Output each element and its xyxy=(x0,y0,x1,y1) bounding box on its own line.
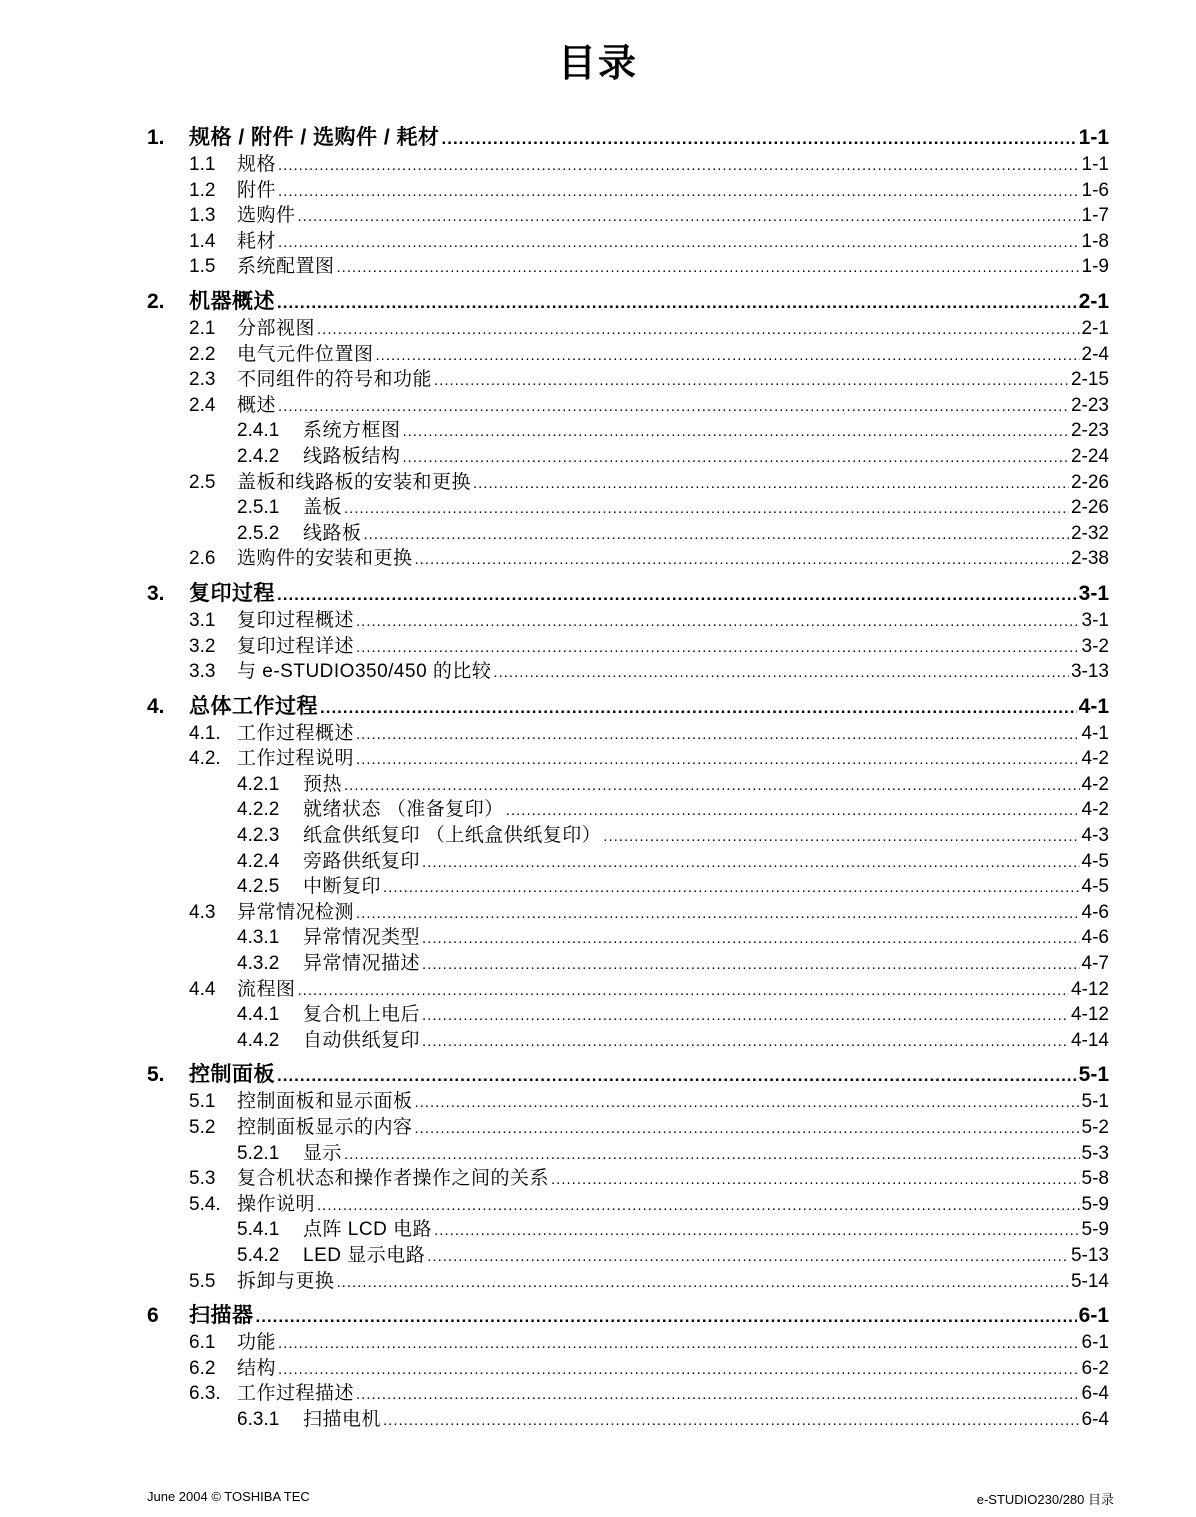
dot-leader xyxy=(473,471,1069,497)
toc-entry-title: 预热 xyxy=(303,773,343,795)
toc-entry-title: 工作过程概述 xyxy=(237,722,355,744)
toc-entry-number: 4.4 xyxy=(189,978,216,1000)
toc-entry-number: 6.2 xyxy=(189,1357,216,1379)
toc-entry-page: 2-15 xyxy=(1070,369,1109,391)
toc-section[interactable] xyxy=(147,634,1109,660)
toc-subsection[interactable] xyxy=(147,925,1109,951)
toc-section[interactable] xyxy=(147,1269,1109,1295)
toc-section[interactable] xyxy=(147,367,1109,393)
toc-section[interactable] xyxy=(147,342,1109,368)
toc-entry-title: 流程图 xyxy=(237,978,296,1000)
toc-entry-number: 2.1 xyxy=(189,317,216,339)
toc-entry-number: 2.2 xyxy=(189,343,216,365)
toc-section[interactable] xyxy=(147,721,1109,747)
toc-entry-title: 盖板和线路板的安装和更换 xyxy=(237,471,472,493)
toc-entry-title: 控制面板显示的内容 xyxy=(237,1117,413,1138)
toc-entry-title: 不同组件的符号和功能 xyxy=(237,369,433,391)
toc-entry-page: 4-12 xyxy=(1070,1004,1109,1026)
toc-entry-number: 2.3 xyxy=(189,369,216,391)
toc-chapter xyxy=(147,124,1109,280)
dot-leader xyxy=(337,1270,1069,1296)
toc-entry-number: 2. xyxy=(147,289,165,313)
table-of-contents xyxy=(147,124,1109,1433)
dot-leader xyxy=(298,204,1080,230)
toc-entry-title: 功能 xyxy=(237,1332,277,1354)
toc-entry-page: 2-26 xyxy=(1070,497,1109,519)
footer-right: e-STUDIO230/280 目录 xyxy=(976,1492,1114,1507)
toc-section[interactable] xyxy=(147,470,1109,496)
toc-entry-title: 机器概述 xyxy=(189,289,275,313)
toc-entry-page: 3-1 xyxy=(1078,581,1109,605)
dot-leader xyxy=(364,522,1069,548)
toc-entry-title: 规格 / 附件 / 选购件 / 耗材 xyxy=(189,126,440,149)
toc-entry-number: 2.4 xyxy=(189,394,216,416)
toc-entry-title: 线路板 xyxy=(303,522,362,544)
toc-entry-title: 自动供纸复印 xyxy=(303,1029,421,1051)
toc-entry-number: 4.2.4 xyxy=(237,850,280,872)
toc-entry-title: 异常情况描述 xyxy=(303,953,421,975)
toc-entry-title: 复合机状态和操作者操作之间的关系 xyxy=(237,1168,550,1190)
toc-chapter-heading[interactable] xyxy=(147,288,1109,316)
dot-leader xyxy=(320,694,1077,722)
toc-entry-page: 4-1 xyxy=(1078,694,1109,718)
toc-entry-page: 6-4 xyxy=(1081,1408,1109,1430)
toc-entry-title: 复印过程概述 xyxy=(237,609,355,631)
dot-leader xyxy=(422,1003,1069,1029)
toc-chapter xyxy=(147,1061,1109,1294)
dot-leader xyxy=(278,153,1080,179)
toc-entry-title: 就绪状态 （准备复印） xyxy=(303,799,504,821)
toc-chapter-heading[interactable] xyxy=(147,1302,1109,1330)
toc-entry-number: 6.1 xyxy=(189,1332,216,1354)
dot-leader xyxy=(278,230,1080,256)
toc-entry-page: 1-7 xyxy=(1081,205,1109,227)
toc-entry-number: 4.2.1 xyxy=(237,773,280,795)
toc-entry-title: 选购件的安装和更换 xyxy=(237,548,413,570)
toc-entry-title: 显示 xyxy=(303,1142,343,1164)
toc-entry-number: 2.4.2 xyxy=(237,445,280,467)
toc-entry-page: 6-1 xyxy=(1078,1304,1109,1328)
toc-entry-number: 5.4. xyxy=(189,1193,221,1215)
dot-leader xyxy=(442,125,1077,153)
dot-leader xyxy=(278,394,1069,420)
toc-entry-number: 3.3 xyxy=(189,661,216,683)
toc-entry-page: 3-1 xyxy=(1081,609,1109,631)
toc-section[interactable] xyxy=(147,1356,1109,1382)
toc-entry-page: 2-24 xyxy=(1070,445,1109,467)
dot-leader xyxy=(298,978,1069,1004)
toc-entry-number: 5. xyxy=(147,1063,165,1087)
toc-entry-number: 1.4 xyxy=(189,230,216,252)
toc-entry-page: 2-23 xyxy=(1070,394,1109,416)
dot-leader xyxy=(344,1142,1080,1168)
dot-leader xyxy=(506,798,1080,824)
toc-entry-number: 4.1. xyxy=(189,722,221,744)
toc-section[interactable] xyxy=(147,746,1109,772)
toc-section[interactable] xyxy=(147,1089,1109,1115)
dot-leader xyxy=(337,255,1080,281)
toc-subsection[interactable] xyxy=(147,1243,1109,1269)
dot-leader xyxy=(415,1090,1080,1116)
toc-subsection[interactable] xyxy=(147,849,1109,875)
toc-section[interactable] xyxy=(147,254,1109,280)
toc-entry-page: 5-9 xyxy=(1081,1219,1109,1241)
toc-entry-page: 4-2 xyxy=(1081,799,1109,821)
toc-entry-number: 4.2. xyxy=(189,748,221,770)
toc-entry-number: 5.2.1 xyxy=(237,1142,280,1164)
toc-entry-title: 盖板 xyxy=(303,497,343,519)
toc-subsection[interactable] xyxy=(147,1407,1109,1433)
dot-leader xyxy=(317,1193,1080,1219)
dot-leader xyxy=(356,609,1080,635)
toc-entry-number: 4.3.2 xyxy=(237,953,280,975)
dot-leader xyxy=(356,901,1080,927)
toc-subsection[interactable] xyxy=(147,951,1109,977)
toc-entry-number: 6 xyxy=(147,1304,159,1328)
toc-entry-page: 6-4 xyxy=(1081,1383,1109,1405)
toc-subsection[interactable] xyxy=(147,1028,1109,1054)
toc-entry-page: 6-2 xyxy=(1081,1357,1109,1379)
page-title: 目录 xyxy=(557,43,638,85)
toc-entry-number: 5.2 xyxy=(189,1117,216,1138)
toc-entry-number: 6.3. xyxy=(189,1383,221,1405)
toc-entry-number: 4.2.3 xyxy=(237,825,280,847)
dot-leader xyxy=(356,635,1080,661)
toc-entry-title: 中断复印 xyxy=(303,876,382,898)
toc-entry-page: 2-4 xyxy=(1081,343,1109,365)
toc-subsection[interactable] xyxy=(147,772,1109,798)
toc-entry-page: 1-1 xyxy=(1081,154,1109,175)
toc-entry-number: 2.5.2 xyxy=(237,522,280,544)
toc-section[interactable] xyxy=(147,316,1109,342)
toc-entry-number: 1.3 xyxy=(189,205,216,227)
toc-entry-page: 4-7 xyxy=(1081,953,1109,975)
toc-entry-number: 1.2 xyxy=(189,179,216,201)
toc-subsection[interactable] xyxy=(147,797,1109,823)
toc-chapter-heading[interactable] xyxy=(147,693,1109,721)
toc-entry-page: 4-2 xyxy=(1081,748,1109,770)
toc-entry-page: 2-32 xyxy=(1070,522,1109,544)
dot-leader xyxy=(278,1357,1080,1383)
toc-entry-title: 总体工作过程 xyxy=(189,694,318,718)
dot-leader xyxy=(434,368,1069,394)
dot-leader xyxy=(356,1382,1080,1408)
toc-entry-number: 5.3 xyxy=(189,1168,216,1190)
dot-leader xyxy=(356,747,1080,773)
toc-entry-page: 3-13 xyxy=(1070,661,1109,683)
toc-subsection[interactable] xyxy=(147,1002,1109,1028)
toc-entry-page: 1-6 xyxy=(1081,179,1109,201)
dot-leader xyxy=(383,875,1080,901)
toc-section[interactable] xyxy=(147,1192,1109,1218)
toc-entry-page: 4-6 xyxy=(1081,901,1109,923)
dot-leader xyxy=(434,1218,1079,1244)
toc-section[interactable] xyxy=(147,178,1109,204)
toc-entry-page: 2-26 xyxy=(1070,471,1109,493)
toc-subsection[interactable] xyxy=(147,1217,1109,1243)
dot-leader xyxy=(278,1331,1080,1357)
dot-leader xyxy=(277,289,1077,317)
dot-leader xyxy=(277,581,1077,609)
toc-entry-number: 2.5.1 xyxy=(237,497,280,519)
toc-entry-number: 4.2.5 xyxy=(237,876,280,898)
toc-entry-title: 概述 xyxy=(237,394,277,416)
toc-entry-title: 点阵 LCD 电路 xyxy=(303,1219,433,1241)
toc-subsection[interactable] xyxy=(147,1141,1109,1167)
toc-entry-number: 1.1 xyxy=(189,154,216,175)
toc-entry-number: 4.3 xyxy=(189,901,216,923)
dot-leader xyxy=(415,1116,1080,1142)
dot-leader xyxy=(493,660,1069,686)
toc-section[interactable] xyxy=(147,1166,1109,1192)
dot-leader xyxy=(344,496,1069,522)
toc-entry-title: 异常情况检测 xyxy=(237,901,355,923)
toc-entry-page: 5-13 xyxy=(1070,1244,1109,1266)
toc-entry-page: 4-2 xyxy=(1081,773,1109,795)
toc-entry-page: 5-9 xyxy=(1081,1193,1109,1215)
toc-section[interactable] xyxy=(147,203,1109,229)
toc-entry-page: 2-23 xyxy=(1070,420,1109,442)
toc-entry-title: 异常情况类型 xyxy=(303,927,421,949)
dot-leader xyxy=(344,773,1080,799)
toc-entry-page: 4-1 xyxy=(1081,722,1109,744)
toc-entry-title: 附件 xyxy=(237,179,277,201)
toc-section[interactable] xyxy=(147,152,1109,178)
dot-leader xyxy=(415,547,1069,573)
toc-entry-page: 5-8 xyxy=(1081,1168,1109,1190)
toc-subsection[interactable] xyxy=(147,823,1109,849)
toc-entry-page: 1-1 xyxy=(1078,126,1109,149)
toc-chapter xyxy=(147,1302,1109,1432)
dot-leader xyxy=(403,419,1069,445)
toc-entry-page: 4-14 xyxy=(1070,1029,1109,1051)
toc-entry-page: 2-1 xyxy=(1078,289,1109,313)
dot-leader xyxy=(278,179,1080,205)
dot-leader xyxy=(551,1167,1080,1193)
toc-entry-title: LED 显示电路 xyxy=(303,1244,426,1266)
toc-entry-title: 操作说明 xyxy=(237,1193,316,1215)
toc-entry-page: 3-2 xyxy=(1081,635,1109,657)
toc-entry-page: 4-5 xyxy=(1081,876,1109,898)
dot-leader xyxy=(603,824,1079,850)
toc-section[interactable] xyxy=(147,900,1109,926)
toc-entry-number: 2.5 xyxy=(189,471,216,493)
toc-entry-page: 5-3 xyxy=(1081,1142,1109,1164)
toc-subsection[interactable] xyxy=(147,444,1109,470)
dot-leader xyxy=(422,926,1080,952)
toc-entry-number: 3. xyxy=(147,581,165,605)
toc-entry-page: 5-1 xyxy=(1081,1091,1109,1113)
dot-leader xyxy=(376,343,1080,369)
toc-entry-title: 复印过程详述 xyxy=(237,635,355,657)
toc-chapter xyxy=(147,693,1109,1054)
toc-subsection[interactable] xyxy=(147,521,1109,547)
toc-entry-title: 拆卸与更换 xyxy=(237,1270,335,1292)
toc-entry-title: 旁路供纸复印 xyxy=(303,850,421,872)
dot-leader xyxy=(317,317,1080,343)
dot-leader xyxy=(422,1029,1069,1055)
toc-entry-title: 扫描电机 xyxy=(303,1408,382,1430)
toc-entry-title: 与 e-STUDIO350/450 的比较 xyxy=(237,661,492,683)
toc-section[interactable] xyxy=(147,546,1109,572)
toc-section[interactable] xyxy=(147,977,1109,1003)
dot-leader xyxy=(256,1303,1077,1331)
toc-entry-title: 选购件 xyxy=(237,205,296,227)
toc-entry-title: 复合机上电后 xyxy=(303,1004,421,1026)
toc-entry-page: 5-2 xyxy=(1081,1117,1109,1138)
dot-leader xyxy=(422,850,1080,876)
toc-entry-number: 2.6 xyxy=(189,548,216,570)
footer-left: June 2004 © TOSHIBA TEC xyxy=(147,1489,310,1504)
toc-entry-title: 电气元件位置图 xyxy=(237,343,374,365)
dot-leader xyxy=(383,1408,1080,1434)
toc-entry-page: 6-1 xyxy=(1081,1332,1109,1354)
toc-entry-page: 4-3 xyxy=(1081,825,1109,847)
toc-entry-number: 4.4.2 xyxy=(237,1029,280,1051)
toc-section[interactable] xyxy=(147,659,1109,685)
toc-entry-title: 复印过程 xyxy=(189,581,275,605)
toc-entry-number: 3.2 xyxy=(189,635,216,657)
toc-section[interactable] xyxy=(147,229,1109,255)
dot-leader xyxy=(422,952,1080,978)
toc-entry-page: 5-14 xyxy=(1070,1270,1109,1292)
toc-entry-number: 4.3.1 xyxy=(237,927,280,949)
toc-chapter-heading[interactable] xyxy=(147,124,1109,152)
toc-entry-number: 5.1 xyxy=(189,1091,216,1113)
toc-entry-number: 4. xyxy=(147,694,165,718)
toc-entry-title: 规格 xyxy=(237,154,277,175)
toc-entry-title: 控制面板 xyxy=(189,1063,275,1087)
toc-section[interactable] xyxy=(147,1330,1109,1356)
toc-entry-number: 3.1 xyxy=(189,609,216,631)
toc-subsection[interactable] xyxy=(147,495,1109,521)
dot-leader xyxy=(356,722,1080,748)
toc-subsection[interactable] xyxy=(147,874,1109,900)
toc-entry-number: 2.4.1 xyxy=(237,420,280,442)
toc-entry-title: 工作过程说明 xyxy=(237,748,355,770)
dot-leader xyxy=(277,1062,1077,1090)
toc-entry-page: 2-1 xyxy=(1081,317,1109,339)
toc-entry-title: 扫描器 xyxy=(189,1304,254,1328)
toc-section[interactable] xyxy=(147,1115,1109,1141)
toc-entry-page: 2-38 xyxy=(1070,548,1109,570)
toc-subsection[interactable] xyxy=(147,418,1109,444)
toc-entry-title: 工作过程描述 xyxy=(237,1383,355,1405)
toc-section[interactable] xyxy=(147,393,1109,419)
toc-entry-number: 6.3.1 xyxy=(237,1408,280,1430)
toc-entry-number: 1.5 xyxy=(189,256,216,278)
dot-leader xyxy=(403,445,1069,471)
dot-leader xyxy=(427,1244,1069,1270)
toc-entry-title: 分部视图 xyxy=(237,317,316,339)
toc-entry-page: 1-8 xyxy=(1081,230,1109,252)
toc-chapter-heading[interactable] xyxy=(147,580,1109,608)
toc-entry-title: 系统配置图 xyxy=(237,256,335,278)
toc-section[interactable] xyxy=(147,1381,1109,1407)
toc-entry-number: 5.4.1 xyxy=(237,1219,280,1241)
toc-entry-title: 线路板结构 xyxy=(303,445,401,467)
toc-entry-page: 1-9 xyxy=(1081,256,1109,278)
toc-entry-page: 4-12 xyxy=(1070,978,1109,1000)
toc-chapter xyxy=(147,288,1109,572)
toc-entry-title: 控制面板和显示面板 xyxy=(237,1091,413,1113)
toc-entry-number: 5.4.2 xyxy=(237,1244,280,1266)
toc-entry-page: 4-6 xyxy=(1081,927,1109,949)
toc-section[interactable] xyxy=(147,608,1109,634)
toc-entry-title: 纸盒供纸复印 （上纸盒供纸复印） xyxy=(303,825,602,847)
toc-entry-title: 结构 xyxy=(237,1357,277,1379)
toc-entry-number: 4.4.1 xyxy=(237,1004,280,1026)
toc-entry-page: 5-1 xyxy=(1078,1063,1109,1087)
toc-entry-number: 5.5 xyxy=(189,1270,216,1292)
toc-entry-title: 耗材 xyxy=(237,230,277,252)
toc-entry-title: 系统方框图 xyxy=(303,420,401,442)
toc-entry-number: 4.2.2 xyxy=(237,799,280,821)
toc-entry-page: 4-5 xyxy=(1081,850,1109,872)
toc-entry-number: 1. xyxy=(147,126,165,149)
toc-chapter xyxy=(147,580,1109,685)
toc-chapter-heading[interactable] xyxy=(147,1061,1109,1089)
